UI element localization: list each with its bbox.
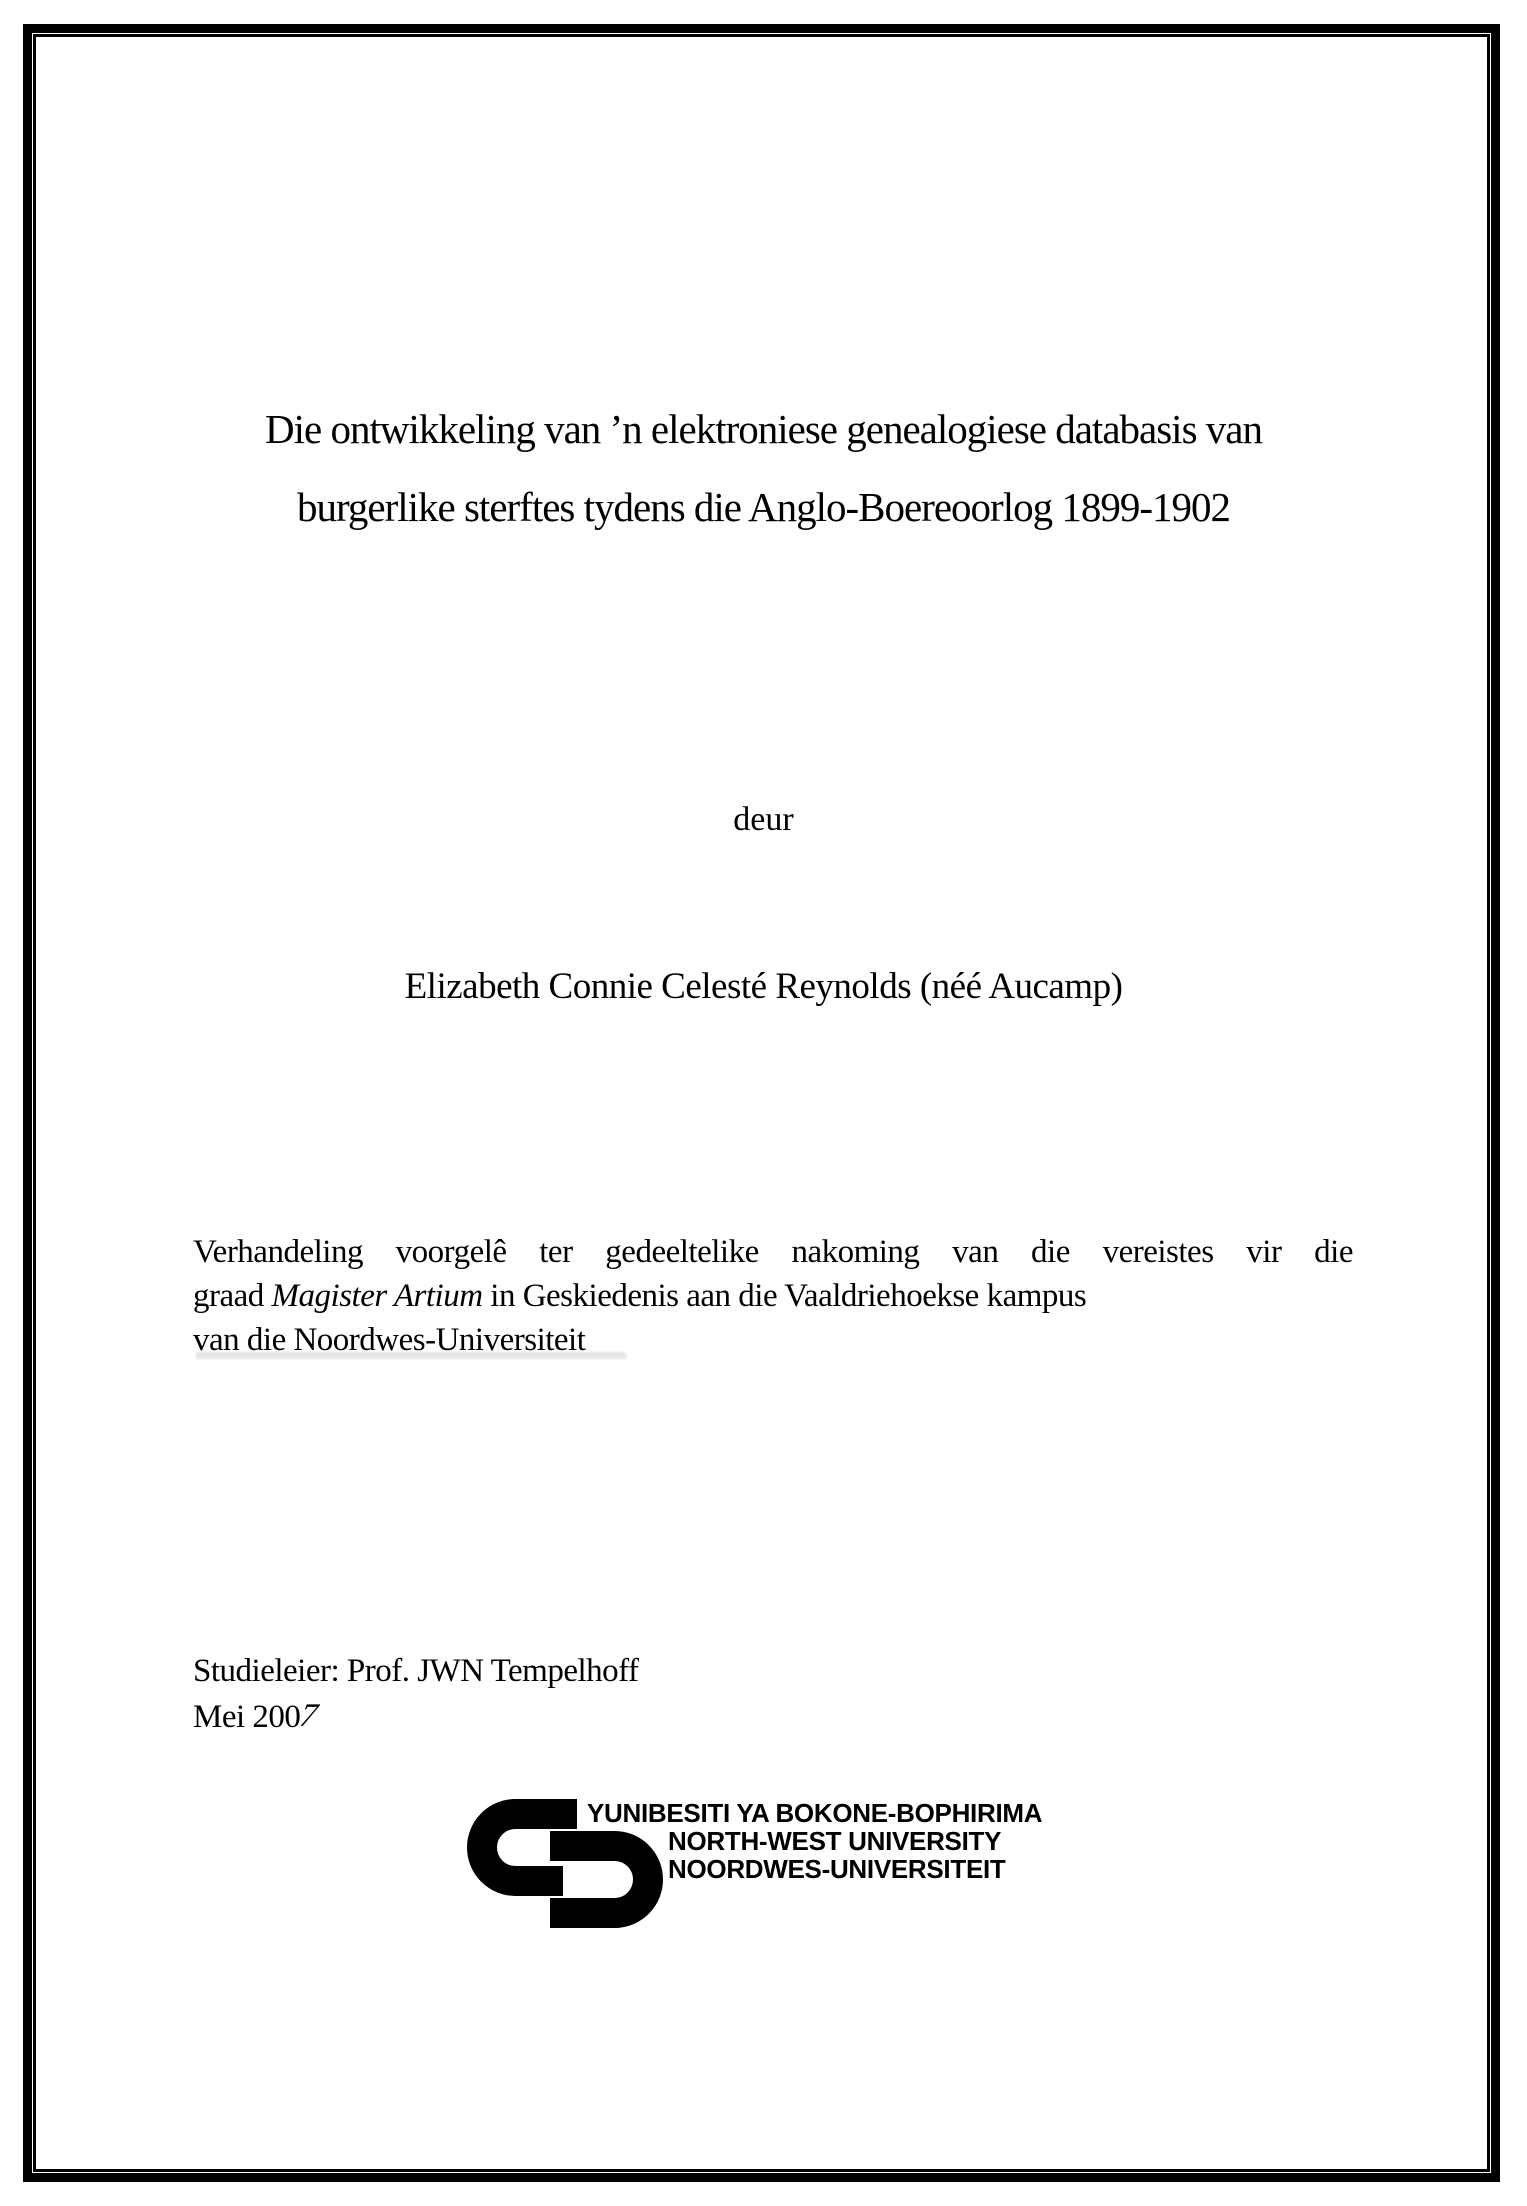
thesis-title-line1: Die ontwikkeling van ’n elektroniese genealogiese databasis van: [265, 406, 1262, 452]
thesis-title-line2: burgerlike sterftes tydens die Anglo-Boereoorlog 1899-1902: [296, 484, 1230, 530]
statement-degree-name: Magister Artium: [271, 1278, 483, 1314]
logo-text-afrikaans: NOORDWES-UNIVERSITEIT: [668, 1854, 1006, 1884]
supervisor-block: [193, 1648, 639, 1740]
statement-line1: Verhandeling voorgelê ter gedeeltelike nakoming van die vereistes vir die: [193, 1234, 1353, 1270]
statement-line2: [193, 1274, 1353, 1318]
date-prefix: Mei 200: [193, 1699, 301, 1735]
logo-text-setswana: YUNIBESITI YA BOKONE-BOPHIRIMA: [587, 1798, 1043, 1828]
thesis-statement: [193, 1230, 1353, 1362]
date-last-digit: 7: [294, 1698, 324, 1734]
university-logo-text: [587, 1799, 1042, 1883]
logo-text-english: NORTH-WEST UNIVERSITY: [668, 1826, 1002, 1856]
university-logo: [459, 1793, 1109, 1938]
author-name: Elizabeth Connie Celesté Reynolds (néé Aucamp): [404, 966, 1123, 1007]
date-line: [193, 1694, 639, 1740]
thesis-title: [0, 390, 1527, 546]
statement-line3: van die Noordwes-Universiteit: [193, 1322, 586, 1358]
statement-line2-prefix: graad: [193, 1278, 272, 1314]
scan-ghosting-artifact: [196, 1352, 626, 1359]
byline-label: deur: [733, 801, 794, 838]
supervisor-line: Studieleier: Prof. JWN Tempelhoff: [193, 1653, 639, 1689]
statement-line2-suffix: in Geskiedenis aan die Vaaldriehoekse kampus: [482, 1278, 1087, 1314]
